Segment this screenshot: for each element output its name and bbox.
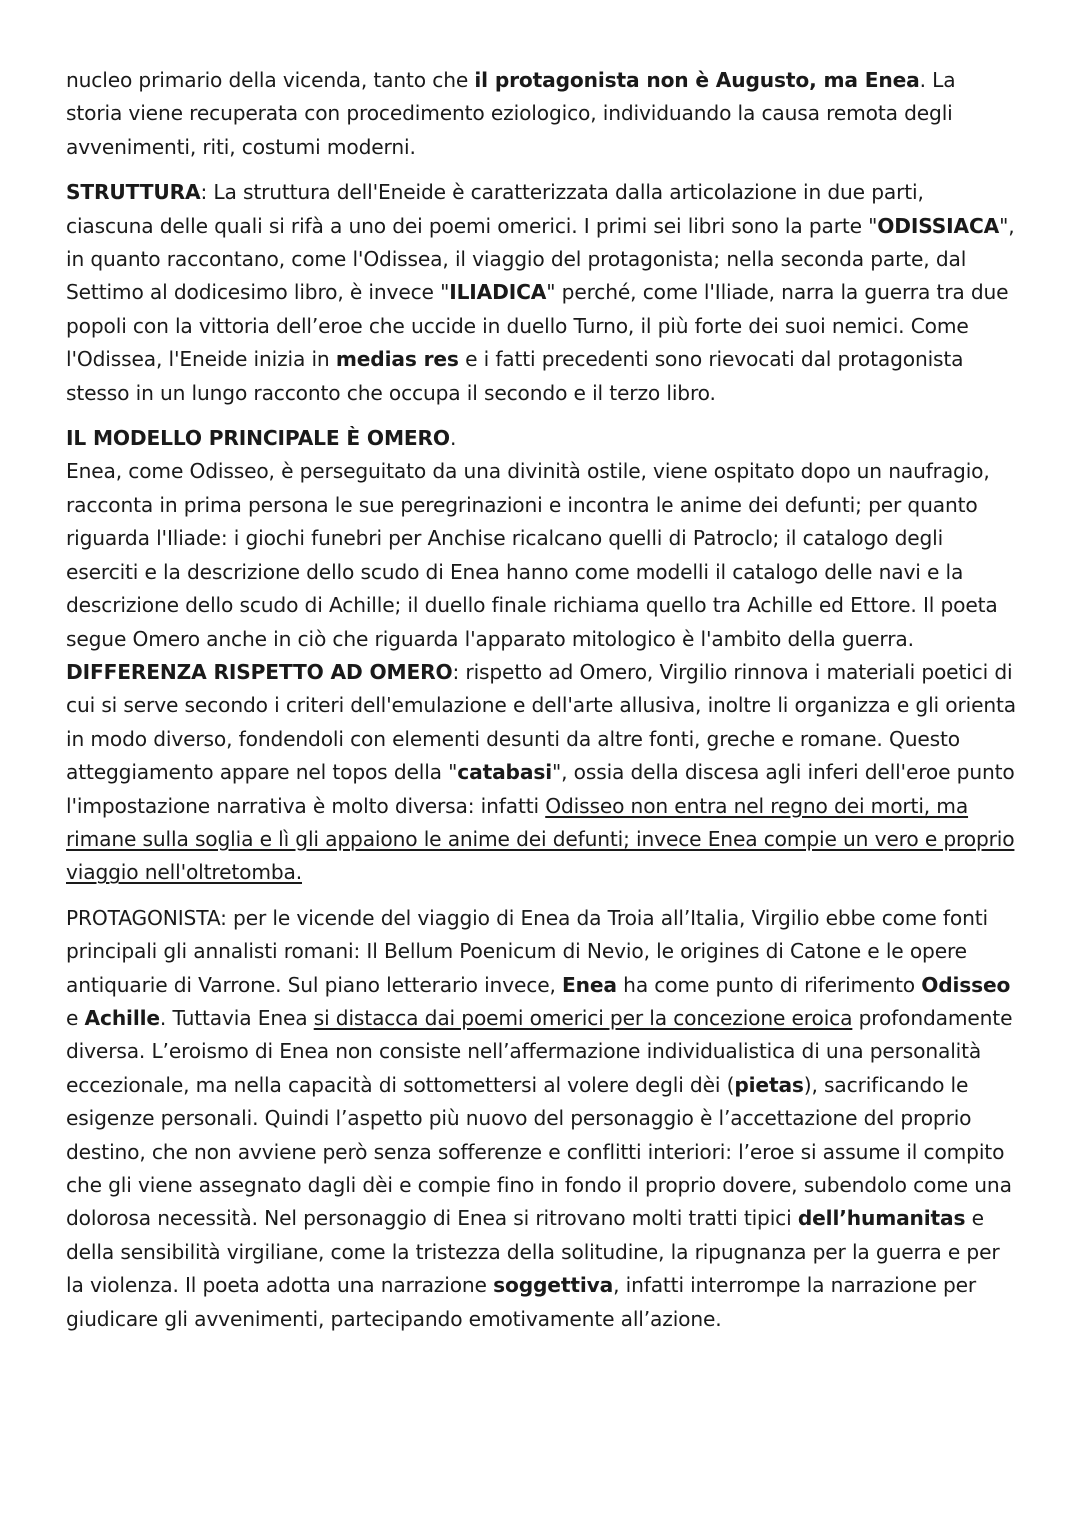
text: : La struttura dell'Eneide è caratterizzata dalla articolazione in due parti, ciascuna delle quali si rifà a uno dei poemi omerici. I primi sei libri sono la parte ": [66, 180, 924, 238]
bold-text: Achille: [84, 1005, 160, 1030]
bold-text: soggettiva: [493, 1273, 614, 1298]
text: profondamente diversa. L’eroismo di Enea non consiste nell’affermazione individualistica di una personalità eccezionale, ma nella capacità di sottomettersi al volere degli dèi (: [66, 1005, 1013, 1097]
paragraph-differenza: [66, 656, 1016, 890]
text: . La storia viene recuperata con procedimento eziologico, individuando la causa remota degli avvenimenti, riti, costumi moderni.: [66, 68, 956, 159]
text: ", ossia della discesa agli inferi dell'eroe punto l'impostazione narrativa è molto diversa: infatti: [66, 760, 1015, 818]
text: PROTAGONISTA: per le vicende del viaggio di Enea da Troia all’Italia, Virgilio ebbe come fonti principali gli annalisti romani: Il Bellum Poenicum di Nevio, le origines di Catone e le opere antiquarie di Varrone. Sul piano letterario invece,: [66, 905, 988, 997]
text: . Tuttavia Enea: [159, 1005, 314, 1030]
text: ", in quanto raccontano, come l'Odissea, il viaggio del protagonista; nella seconda parte, dal Settimo al dodicesimo libro, è invece ": [66, 213, 1015, 305]
underlined-text: si distacca dai poemi omerici per la concezione eroica: [313, 1005, 853, 1030]
text: e i fatti precedenti sono rievocati dal protagonista stesso in un lungo racconto che occupa il secondo e il terzo libro.: [66, 347, 964, 405]
paragraph-modello: [66, 455, 1016, 655]
text: .: [449, 426, 457, 451]
bold-text: Odisseo: [921, 972, 1011, 997]
text: ha come punto di riferimento: [616, 972, 922, 997]
text: " perché, come l'Iliade, narra la guerra tra due popoli con la vittoria dell’eroe che uccide in duello Turno, il più forte dei suoi nemici. Come l'Odissea, l'Eneide inizia in: [66, 280, 1009, 372]
text: , infatti interrompe la narrazione per giudicare gli avvenimenti, partecipando emotivamente all’azione.: [66, 1273, 977, 1331]
section-label-differenza: DIFFERENZA RISPETTO AD OMERO: [66, 659, 453, 684]
text: : rispetto ad Omero, Virgilio rinnova i materiali poetici di cui si serve secondo i criteri dell'emulazione e dell'arte allusiva, inoltre li organizza e gli orienta in modo diverso, fondendoli con elementi desunti da altre fonti, greche e romane. Questo atteggiamento appare nel topos della ": [66, 659, 1016, 785]
text: nucleo primario della vicenda, tanto che: [66, 68, 475, 92]
bold-text: medias res: [335, 347, 459, 372]
paragraph-struttura: [66, 176, 1016, 410]
text: Enea, come Odisseo, è perseguitato da una divinità ostile, viene ospitato dopo un naufragio, racconta in prima persona le sue peregrinazioni e incontra le anime dei defunti; per quanto riguarda l'Iliade: i giochi funebri per Anchise ricalcano quelli di Patroclo; il catalogo degli eserciti e la descrizione dello scudo di Enea hanno come modelli il catalogo delle navi e la descrizione dello scudo di Achille; il duello finale richiama quello tra Achille ed Ettore. Il poeta segue Omero anche in ciò che riguarda l'apparato mitologico è l'ambito della guerra.: [66, 459, 998, 651]
underlined-text: Odisseo non entra nel regno dei morti, ma rimane sulla soglia e lì gli appaiono le anime dei defunti; invece Enea compie un vero e proprio viaggio nell'oltretomba.: [66, 793, 1015, 885]
bold-text: il protagonista non è Augusto, ma Enea: [474, 68, 920, 92]
text: e: [66, 1005, 85, 1030]
paragraph-protagonista: [66, 902, 1016, 1336]
section-label-struttura: STRUTTURA: [66, 180, 201, 205]
section-heading-modello: [66, 422, 1016, 455]
document-page: [66, 64, 1016, 1336]
text: e della sensibilità virgiliane, come la tristezza della solitudine, la ripugnanza per la guerra e per la violenza. Il poeta adotta una narrazione: [66, 1206, 1000, 1298]
bold-text: Enea: [562, 972, 617, 997]
bold-text: pietas: [734, 1072, 804, 1097]
bold-text: ILIADICA: [449, 280, 547, 305]
bold-text: ODISSIACA: [877, 213, 1000, 238]
bold-text: dell’humanitas: [797, 1206, 966, 1231]
section-heading: IL MODELLO PRINCIPALE È OMERO: [66, 426, 450, 451]
bold-text: catabasi: [457, 760, 552, 785]
paragraph-intro: [66, 64, 1016, 164]
text: ), sacrificando le esigenze personali. Quindi l’aspetto più nuovo del personaggio è l’accettazione del proprio destino, che non avviene però senza sofferenze e conflitti interiori: l’eroe si assume il compito che gli viene assegnato dagli dèi e compie fino in fondo il proprio dovere, subendolo come una dolorosa necessità. Nel personaggio di Enea si ritrovano molti tratti tipici: [66, 1072, 1012, 1231]
